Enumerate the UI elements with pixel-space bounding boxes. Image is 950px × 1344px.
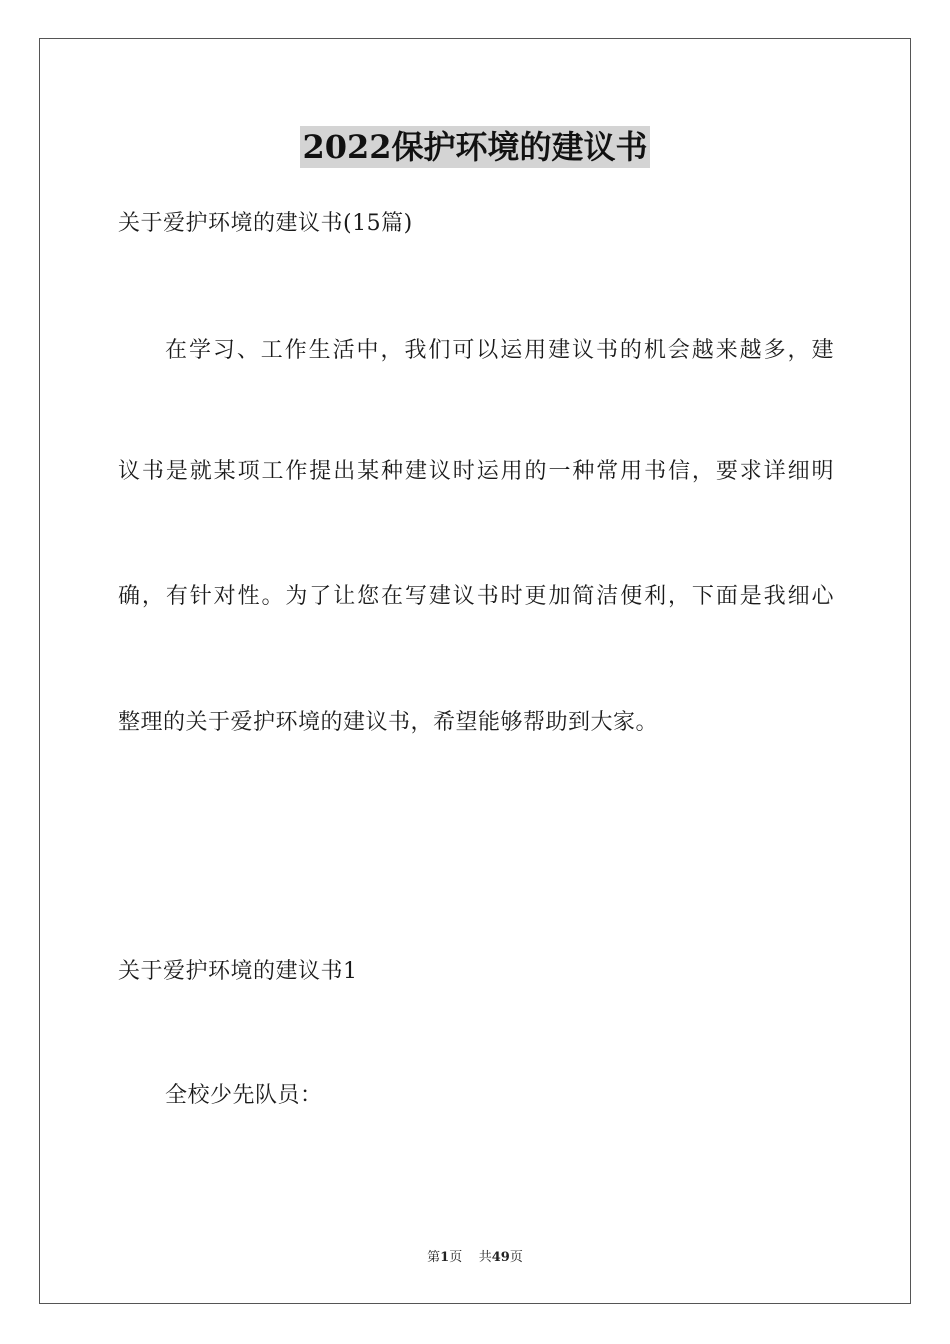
footer-page-number: 1 (440, 1250, 450, 1265)
title-container (0, 126, 950, 168)
footer-total-suffix: 页 (509, 1250, 523, 1265)
intro-line-4: 整理的关于爱护环境的建议书，希望能够帮助到大家。 (118, 710, 659, 735)
section-heading: 关于爱护环境的建议书1 (118, 959, 358, 984)
document-subtitle: 关于爱护环境的建议书(15篇) (118, 211, 413, 236)
intro-line-2: 议书是就某项工作提出某种建议时运用的一种常用书信，要求详细明 (118, 459, 834, 484)
footer-page-prefix: 第 (427, 1250, 441, 1265)
salutation: 全校少先队员： (165, 1083, 323, 1108)
footer-total-pages: 49 (491, 1250, 510, 1265)
page-footer (0, 1246, 950, 1265)
footer-page-suffix: 页 (449, 1250, 463, 1265)
document-title: 2022保护环境的建议书 (302, 128, 648, 166)
intro-line-3: 确，有针对性。为了让您在写建议书时更加简洁便利，下面是我细心 (118, 584, 834, 609)
footer-total-prefix: 共 (478, 1250, 492, 1265)
intro-line-1: 在学习、工作生活中，我们可以运用建议书的机会越来越多，建 (165, 338, 834, 363)
